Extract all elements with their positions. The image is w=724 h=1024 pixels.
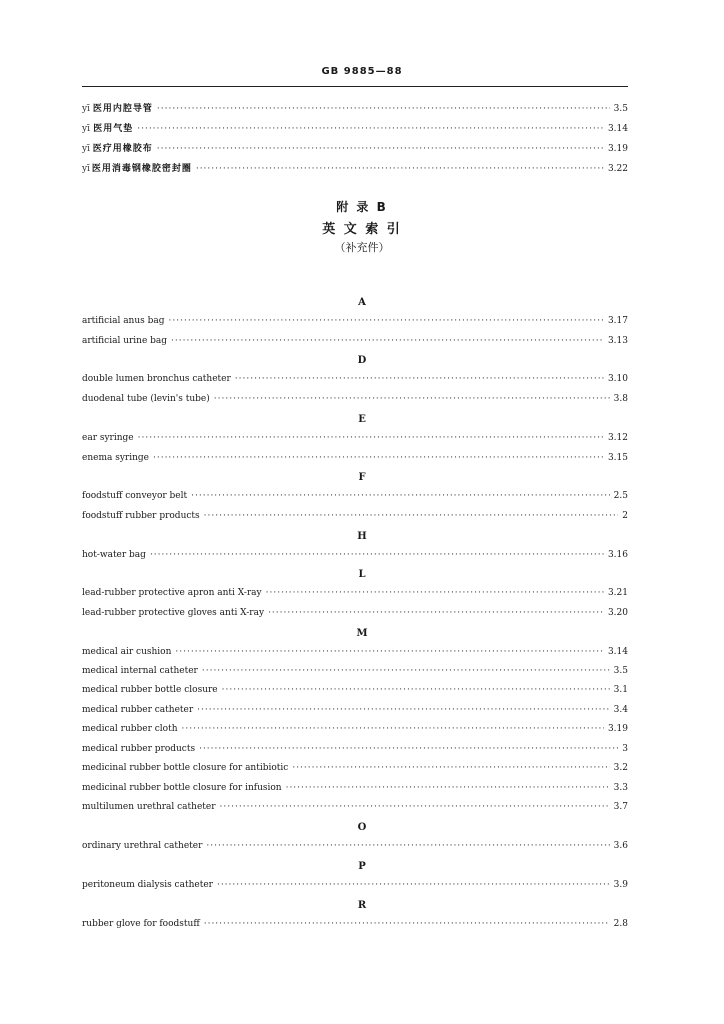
dot-leader — [214, 394, 610, 404]
index-ref: 3.19 — [607, 144, 628, 154]
index-ref: 2 — [622, 511, 628, 521]
index-ref: 3.15 — [607, 453, 628, 463]
english-index-entry — [82, 316, 628, 330]
dot-leader — [206, 841, 609, 851]
index-ref: 3 — [622, 744, 628, 754]
english-index-entry — [82, 783, 628, 797]
index-ref: 3.5 — [613, 104, 628, 114]
pinyin-prefix: yī — [82, 164, 90, 174]
index-term: medical air cushion — [82, 647, 172, 657]
index-ref: 3.12 — [607, 433, 628, 443]
dot-leader — [137, 124, 604, 134]
english-index-entry — [82, 491, 628, 505]
section-letter: F — [358, 472, 366, 483]
english-index-entry — [82, 608, 628, 622]
index-term: 医用消毒钢橡胶密封圈 — [91, 164, 192, 174]
english-index-entry — [82, 763, 628, 777]
index-term: medicinal rubber bottle closure for antibiotic — [82, 763, 289, 773]
index-term: medical rubber bottle closure — [82, 685, 218, 695]
index-term: duodenal tube (levin's tube) — [82, 394, 210, 404]
english-index-entry — [82, 802, 628, 816]
section-letter: P — [358, 861, 366, 872]
index-ref: 3.9 — [613, 880, 628, 890]
index-term: 医用气垫 — [93, 124, 134, 134]
dot-leader — [171, 336, 604, 346]
english-index-entry — [82, 336, 628, 350]
pinyin-prefix: yī — [82, 144, 90, 154]
dot-leader — [204, 919, 610, 929]
english-index-entry — [82, 685, 628, 699]
index-term: enema syringe — [82, 453, 149, 463]
english-index-entry — [82, 744, 628, 758]
dot-leader — [217, 880, 610, 890]
index-term: 医用内腔导管 — [92, 104, 153, 114]
index-term: lead-rubber protective apron anti X-ray — [82, 588, 262, 598]
dot-leader — [197, 705, 610, 715]
english-index-entry — [82, 511, 628, 525]
index-ref: 2.5 — [613, 491, 628, 501]
section-letter: L — [358, 569, 366, 580]
english-index-entry — [82, 919, 628, 933]
index-term: artificial anus bag — [82, 316, 165, 326]
appendix-title: 英 文 索 引 — [322, 222, 402, 237]
english-index-entry — [82, 433, 628, 447]
index-ref: 3.17 — [607, 316, 628, 326]
index-term: foodstuff rubber products — [82, 511, 200, 521]
index-ref: 3.3 — [613, 783, 628, 793]
index-ref: 3.22 — [607, 164, 628, 174]
index-ref: 3.6 — [613, 841, 628, 851]
index-term: medical rubber products — [82, 744, 196, 754]
index-ref: 3.1 — [613, 685, 628, 695]
index-ref: 3.4 — [613, 705, 628, 715]
dot-leader — [286, 783, 610, 793]
index-term: medical rubber cloth — [82, 724, 178, 734]
dot-leader — [175, 647, 604, 657]
section-letter: M — [356, 628, 368, 639]
english-index-entry — [82, 666, 628, 680]
dot-leader — [202, 666, 610, 676]
english-index-entry — [82, 705, 628, 719]
dot-leader — [204, 511, 619, 521]
dot-leader — [222, 685, 610, 695]
dot-leader — [220, 802, 610, 812]
index-term: hot-water bag — [82, 550, 146, 560]
english-index-entry — [82, 374, 628, 388]
index-term: lead-rubber protective gloves anti X-ray — [82, 608, 265, 618]
section-letter: O — [357, 822, 367, 833]
dot-leader — [153, 453, 604, 463]
index-ref: 3.19 — [607, 724, 628, 734]
chinese-index-entry — [82, 141, 628, 155]
dot-leader — [292, 763, 609, 773]
dot-leader — [235, 374, 604, 384]
section-letter: E — [358, 414, 366, 425]
section-letter: H — [357, 531, 367, 542]
dot-leader — [169, 316, 604, 326]
index-term: medical internal catheter — [82, 666, 198, 676]
dot-leader — [191, 491, 610, 501]
dot-leader — [157, 144, 604, 154]
dot-leader — [138, 433, 604, 443]
index-term: ordinary urethral catheter — [82, 841, 203, 851]
english-index-entry — [82, 724, 628, 738]
index-ref: 3.14 — [607, 647, 628, 657]
section-letter: A — [358, 297, 366, 308]
section-letter: D — [357, 355, 367, 366]
index-ref: 3.7 — [613, 802, 628, 812]
english-index-entry — [82, 550, 628, 564]
english-index-entry — [82, 841, 628, 855]
index-ref: 3.10 — [607, 374, 628, 384]
chinese-index-entry — [82, 101, 628, 115]
index-term: multilumen urethral catheter — [82, 802, 216, 812]
index-term: foodstuff conveyor belt — [82, 491, 188, 501]
index-ref: 3.16 — [607, 550, 628, 560]
dot-leader — [182, 724, 604, 734]
header-rule — [82, 86, 628, 87]
chinese-index-entry — [82, 161, 628, 175]
chinese-index-entry — [82, 121, 628, 135]
english-index-entry — [82, 588, 628, 602]
dot-leader — [157, 104, 610, 114]
appendix-subtitle: （补充件） — [334, 241, 390, 254]
index-term: peritoneum dialysis catheter — [82, 880, 213, 890]
pinyin-prefix: yī — [82, 124, 90, 134]
index-term: rubber glove for foodstuff — [82, 919, 200, 929]
dot-leader — [268, 608, 604, 618]
english-index-entry — [82, 647, 628, 661]
dot-leader — [150, 550, 604, 560]
english-index-entry — [82, 880, 628, 894]
dot-leader — [266, 588, 604, 598]
appendix-label: 附 录 B — [336, 200, 388, 214]
pinyin-prefix: yī — [82, 104, 90, 114]
index-term: artificial urine bag — [82, 336, 168, 346]
index-ref: 3.2 — [613, 763, 628, 773]
index-ref: 3.5 — [613, 666, 628, 676]
index-term: double lumen bronchus catheter — [82, 374, 231, 384]
index-term: medical rubber catheter — [82, 705, 194, 715]
index-ref: 3.14 — [607, 124, 628, 134]
index-term: medicinal rubber bottle closure for infusion — [82, 783, 282, 793]
english-index-entry — [82, 453, 628, 467]
index-ref: 3.13 — [607, 336, 628, 346]
index-ref: 2.8 — [613, 919, 628, 929]
index-ref: 3.20 — [607, 608, 628, 618]
index-ref: 3.21 — [607, 588, 628, 598]
page-header: GB 9885—88 — [321, 66, 403, 77]
section-letter: R — [357, 900, 367, 911]
dot-leader — [199, 744, 618, 754]
index-ref: 3.8 — [613, 394, 628, 404]
dot-leader — [196, 164, 604, 174]
index-term: ear syringe — [82, 433, 134, 443]
english-index-entry — [82, 394, 628, 408]
index-term: 医疗用橡胶布 — [92, 144, 153, 154]
